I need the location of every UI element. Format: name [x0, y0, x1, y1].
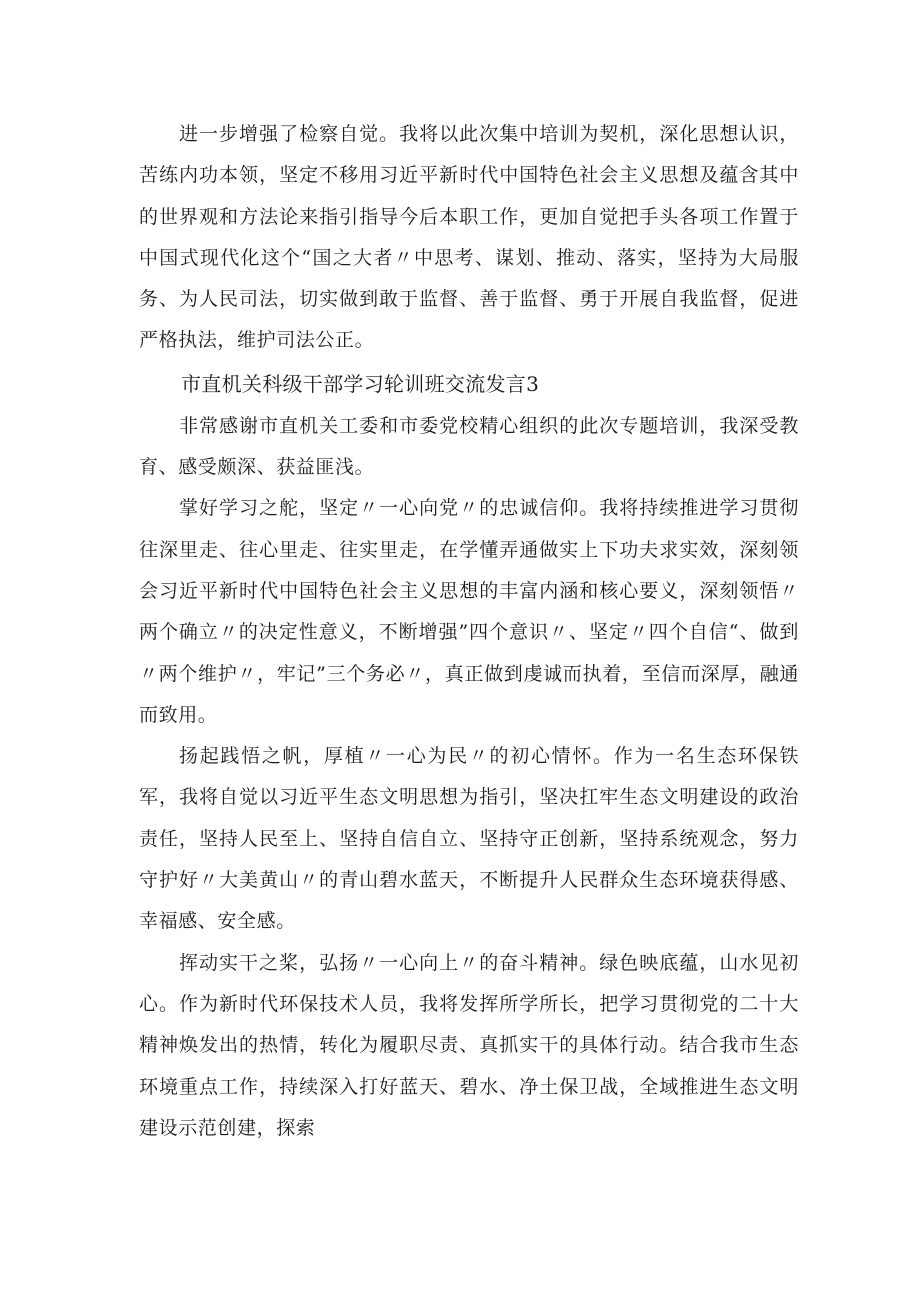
paragraph-1: 进一步增强了检察自觉。我将以此次集中培训为契机，深化思想认识，苦练内功本领，坚定不移用习近平新时代中国特色社会主义思想及蕴含其中的世界观和方法论来指引指导今后本职工作，更加自觉把手头各项工作置于中国式现代化这个“国之大者〃中思考、谋划、推动、落实，坚持为大局服务、为人民司法，切实做到敢于监督、善于监督、勇于开展自我监督，促进严格执法，维护司法公正。	[139, 123, 799, 352]
paragraph-3: 掌好学习之舵，坚定〃一心向党〃的忠诚信仰。我将持续推进学习贯彻往深里走、往心里走、往实里走，在学懂弄通做实上下功夫求实效，深刻领会习近平新时代中国特色社会主义思想的丰富内涵和核心要义，深刻领悟〃两个确立〃的决定性意义，不断增强”四个意识〃、坚定〃四个自信“、做到〃两个维护〃，牢记”三个务必〃，真正做到虔诚而执着，至信而深厚，融通而致用。	[139, 497, 799, 726]
section-heading: 市直机关科级干部学习轮训班交流发言3	[181, 371, 540, 396]
paragraph-4: 扬起践悟之帆，厚植〃一心为民〃的初心情怀。作为一名生态环保铁军，我将自觉以习近平生态文明思想为指引，坚决扛牢生态文明建设的政治责任，坚持人民至上、坚持自信自立、坚持守正创新，坚持系统观念，努力守护好〃大美黄山〃的青山碧水蓝天，不断提升人民群众生态环境获得感、幸福感、安全感。	[139, 745, 799, 933]
document-body	[139, 114, 799, 1149]
paragraph-2: 非常感谢市直机关工委和市委党校精心组织的此次专题培训，我深受教育、感受颇深、获益匪浅。	[139, 414, 799, 479]
paragraph-5: 挥动实干之桨，弘扬〃一心向上〃的奋斗精神。绿色映底蕴，山水见初心。作为新时代环保技术人员，我将发挥所学所长，把学习贯彻党的二十大精神焕发出的热情，转化为履职尽责、真抓实干的具体行动。结合我市生态环境重点工作，持续深入打好蓝天、碧水、净土保卫战，全域推进生态文明建设示范创建，探索	[139, 951, 799, 1139]
